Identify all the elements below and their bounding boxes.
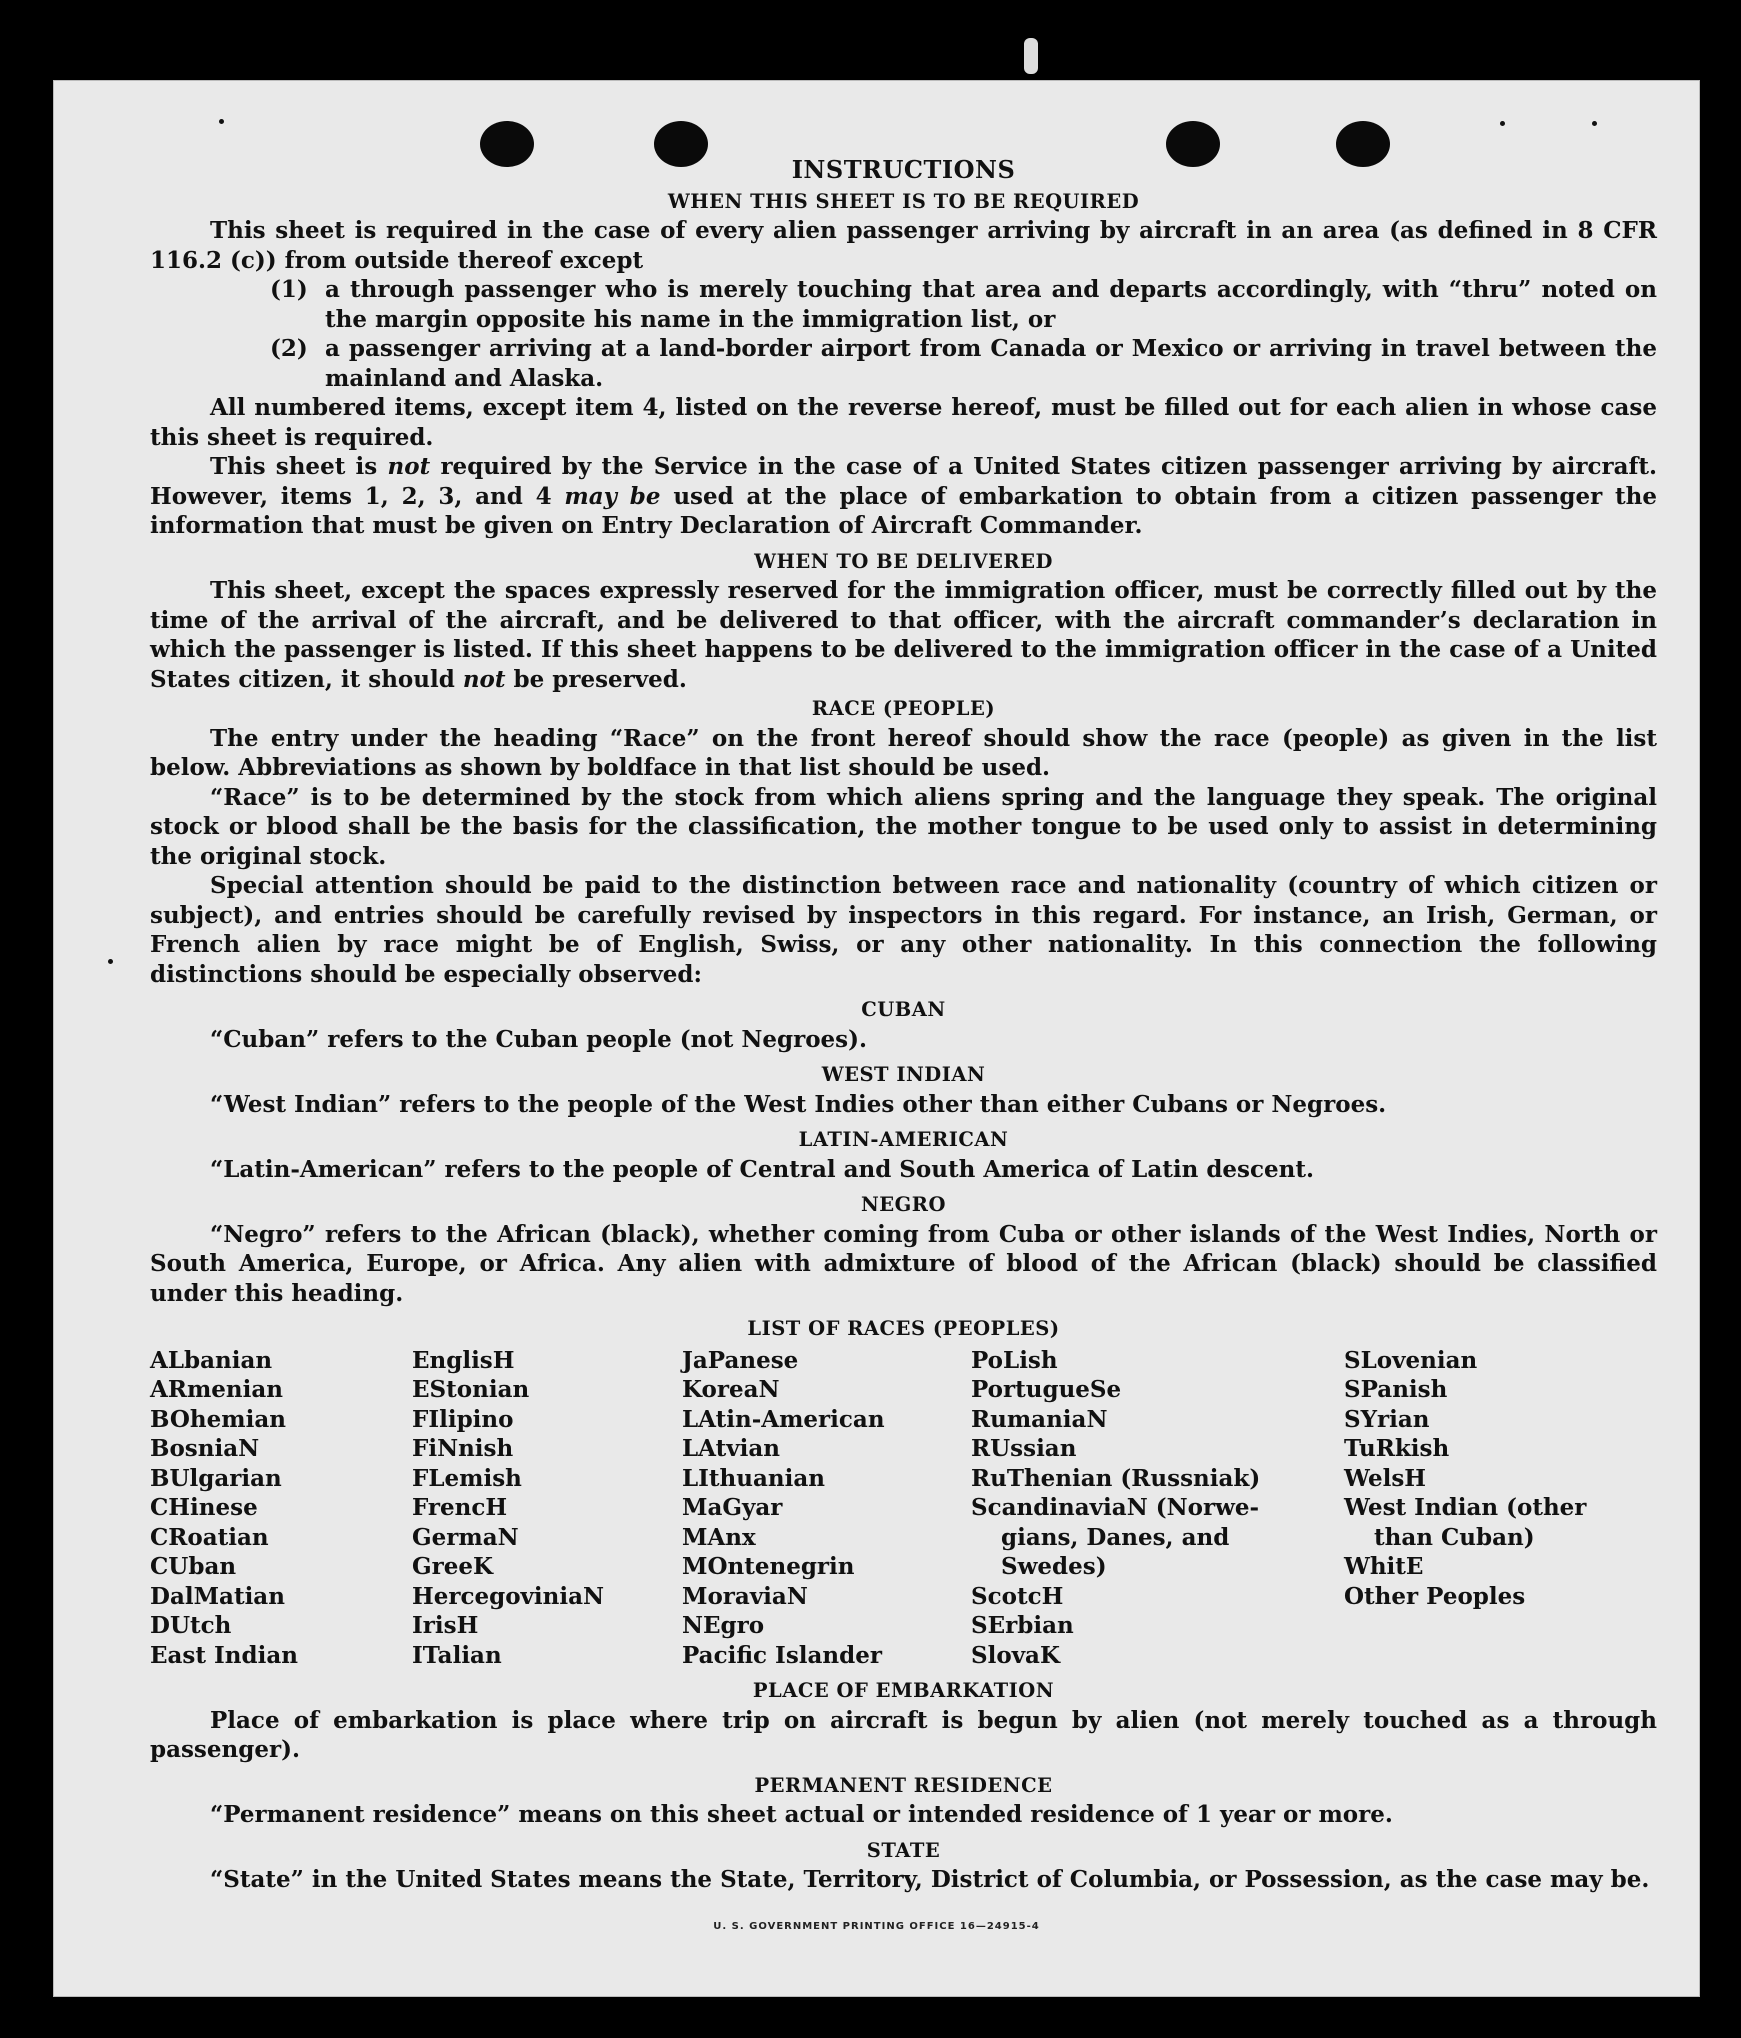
numbered-items-note: All numbered items, except item 4, listed on the reverse hereof, must be filled out for each alien in whose case this sheet is required. [150, 394, 1657, 451]
race-entry: DalMatian [150, 1582, 285, 1610]
race-entry: NEgro [682, 1612, 765, 1639]
race-entry: Pacific Islander [682, 1641, 882, 1669]
race-entry: CUban [150, 1553, 237, 1580]
race-entry: DUtch [150, 1612, 232, 1639]
race-entry: SLovenian [1344, 1346, 1478, 1374]
race-entry: WhitE [1344, 1553, 1424, 1580]
heading-embarkation: PLACE OF EMBARKATION [752, 1679, 1055, 1702]
text-emphasis: not [387, 453, 431, 480]
race-entry: ARmenian [150, 1376, 284, 1403]
residence-text: “Permanent residence” means on this sheet actual or intended residence of 1 year or more. [210, 1801, 1393, 1828]
text-run: used at the place of embarkation to obtain from a citizen passenger the information that must be given on Entry Declaration of Aircraft Commander. [150, 482, 1657, 539]
race-entry: SlovaK [971, 1641, 1060, 1669]
race-entry: MaGyar [682, 1494, 783, 1521]
printing-office-footer: U. S. GOVERNMENT PRINTING OFFICE 16—24915-4 [713, 1921, 1040, 1932]
binder-tab [1024, 38, 1038, 74]
text-emphasis: may be [564, 482, 661, 510]
heading-delivered: WHEN TO BE DELIVERED [754, 549, 1053, 573]
race-entry: ScandinaviaN (Norwe- [971, 1494, 1260, 1521]
race-entry: CHinese [150, 1494, 258, 1521]
race-entry: RUssian [971, 1435, 1077, 1462]
page-title: INSTRUCTIONS [791, 155, 1016, 184]
item-number: (2) [270, 335, 308, 362]
exception-item-1 [270, 275, 1657, 334]
required-intro: This sheet is required in the case of every alien passenger arriving by aircraft in an area (as defined in 8 CFR 116.2 (c)) from outside thereof except [150, 217, 1657, 274]
race-entry: GreeK [412, 1553, 494, 1580]
cuban-text: “Cuban” refers to the Cuban people (not Negroes). [210, 1025, 868, 1053]
race-entry: JaPanese [682, 1346, 799, 1374]
race-entry: KoreaN [682, 1376, 780, 1403]
text-run: This sheet, except the spaces expressly reserved for the immigration officer, must be correctly filled out by the time of the arrival of the aircraft, and be delivered to that officer, with the aircraft commander’s declaration in which the passenger is listed. If this sheet happens to be delivered to the immigration officer in the case of a United States citizen, it should [150, 577, 1657, 693]
race-entry: CRoatian [150, 1523, 269, 1551]
race-paragraph-1: The entry under the heading “Race” on the front hereof should show the race (people) as given in the list below. Abbreviations as shown by boldface in that list should be used. [150, 724, 1657, 781]
embarkation-text: Place of embarkation is place where trip on aircraft is begun by alien (not merely touched as a through passenger). [150, 1706, 1657, 1763]
race-entry: East Indian [150, 1641, 298, 1669]
race-entry: FrencH [412, 1494, 508, 1521]
race-column [682, 1346, 971, 1671]
race-entry: Swedes) [1001, 1553, 1107, 1580]
race-entry: gians, Danes, and [1001, 1523, 1230, 1551]
negro-text: “Negro” refers to the African (black), whether coming from Cuba or other islands of the West Indies, North or South America, Europe, or Africa. Any alien with admixture of blood of the African (black) should be classified under this heading. [150, 1220, 1657, 1307]
race-entry: RumaniaN [971, 1405, 1108, 1433]
item-text: a through passenger who is merely touching that area and departs accordingly, with “thru” noted on the margin opposite his name in the immigration list, or [325, 276, 1657, 333]
latin-american-text: “Latin-American” refers to the people of Central and South America of Latin descent. [210, 1155, 1314, 1183]
race-list [150, 1346, 1657, 1671]
race-entry: LAtvian [682, 1435, 780, 1462]
exception-item-2 [270, 334, 1657, 393]
race-entry: WelsH [1344, 1464, 1427, 1492]
race-entry: RuThenian (Russniak) [971, 1464, 1261, 1492]
delivered-text [150, 576, 1657, 694]
item-text: a passenger arriving at a land-border airport from Canada or Mexico or arriving in travel between the mainland and Alaska. [325, 335, 1657, 392]
race-entry: HercegoviniaN [412, 1582, 605, 1610]
race-entry: SErbian [971, 1612, 1074, 1639]
race-entry: ITalian [412, 1641, 502, 1669]
state-text: “State” in the United States means the State, Territory, District of Columbia, or Possession, as the case may be. [210, 1866, 1650, 1893]
citizen-note [150, 452, 1657, 541]
race-entry: GermaN [412, 1523, 519, 1551]
race-column [971, 1346, 1344, 1671]
race-entry: FLemish [412, 1464, 522, 1492]
instructions-body [150, 155, 1657, 1895]
race-entry: MAnx [682, 1523, 756, 1551]
text-emphasis: not [462, 665, 506, 693]
race-entry: than Cuban) [1374, 1523, 1535, 1551]
race-paragraph-3: Special attention should be paid to the distinction between race and nationality (country of which citizen or subject), and entries should be carefully revised by inspectors in this regard. For instance, an Irish, German, or French alien by race might be of English, Swiss, or any other nationality. In this connection the following distinctions should be especially observed: [150, 872, 1657, 988]
race-entry: MoraviaN [682, 1582, 808, 1610]
heading-cuban: CUBAN [861, 998, 946, 1021]
race-entry: FiNnish [412, 1435, 514, 1462]
race-entry: IrisH [412, 1612, 479, 1639]
race-entry: BosniaN [150, 1435, 260, 1462]
race-entry: BUlgarian [150, 1464, 282, 1492]
race-entry: TuRkish [1344, 1435, 1450, 1462]
race-entry: ALbanian [150, 1346, 273, 1374]
race-entry: ScotcH [971, 1582, 1064, 1610]
race-entry: Other Peoples [1344, 1582, 1526, 1610]
race-entry: SYrian [1344, 1405, 1430, 1433]
item-number: (1) [270, 276, 308, 303]
race-column [1344, 1346, 1657, 1671]
race-entry: West Indian (other [1344, 1494, 1587, 1521]
heading-list-of-races: LIST OF RACES (PEOPLES) [747, 1317, 1060, 1340]
race-paragraph-2: “Race” is to be determined by the stock from which aliens spring and the language they speak. The original stock or blood shall be the basis for the classification, the mother tongue to be used only to assist in determining the original stock. [150, 783, 1657, 870]
race-entry: PoLish [971, 1346, 1058, 1374]
heading-permanent-residence: PERMANENT RESIDENCE [754, 1773, 1053, 1797]
speck [1500, 121, 1505, 126]
race-entry: EStonian [412, 1376, 530, 1403]
heading-required: WHEN THIS SHEET IS TO BE REQUIRED [667, 189, 1140, 213]
speck [219, 119, 224, 124]
instruction-sheet [53, 80, 1700, 1997]
text-run: required by the Service in the case of a United States citizen passenger arriving by aircraft. However, items 1, 2, 3, and 4 [150, 453, 1658, 510]
race-entry: LIthuanian [682, 1464, 825, 1492]
heading-west-indian: WEST INDIAN [821, 1063, 986, 1086]
race-entry: PortugueSe [971, 1376, 1122, 1403]
heading-race: RACE (PEOPLE) [811, 697, 996, 720]
speck [108, 959, 113, 964]
heading-latin-american: LATIN-AMERICAN [798, 1128, 1009, 1151]
west-indian-text: “West Indian” refers to the people of the West Indies other than either Cubans or Negroes. [210, 1090, 1387, 1118]
heading-negro: NEGRO [860, 1193, 947, 1216]
speck [1592, 121, 1597, 126]
race-entry: EnglisH [412, 1346, 515, 1374]
heading-state: STATE [866, 1838, 941, 1862]
text-run: be preserved. [513, 665, 687, 693]
text-run: This sheet is [210, 453, 378, 480]
race-column [150, 1346, 412, 1671]
race-entry: FIlipino [412, 1405, 514, 1433]
race-entry: LAtin-American [682, 1405, 885, 1433]
race-entry: MOntenegrin [682, 1553, 855, 1580]
race-entry: BOhemian [150, 1405, 286, 1433]
race-column [412, 1346, 682, 1671]
race-entry: SPanish [1344, 1376, 1448, 1403]
